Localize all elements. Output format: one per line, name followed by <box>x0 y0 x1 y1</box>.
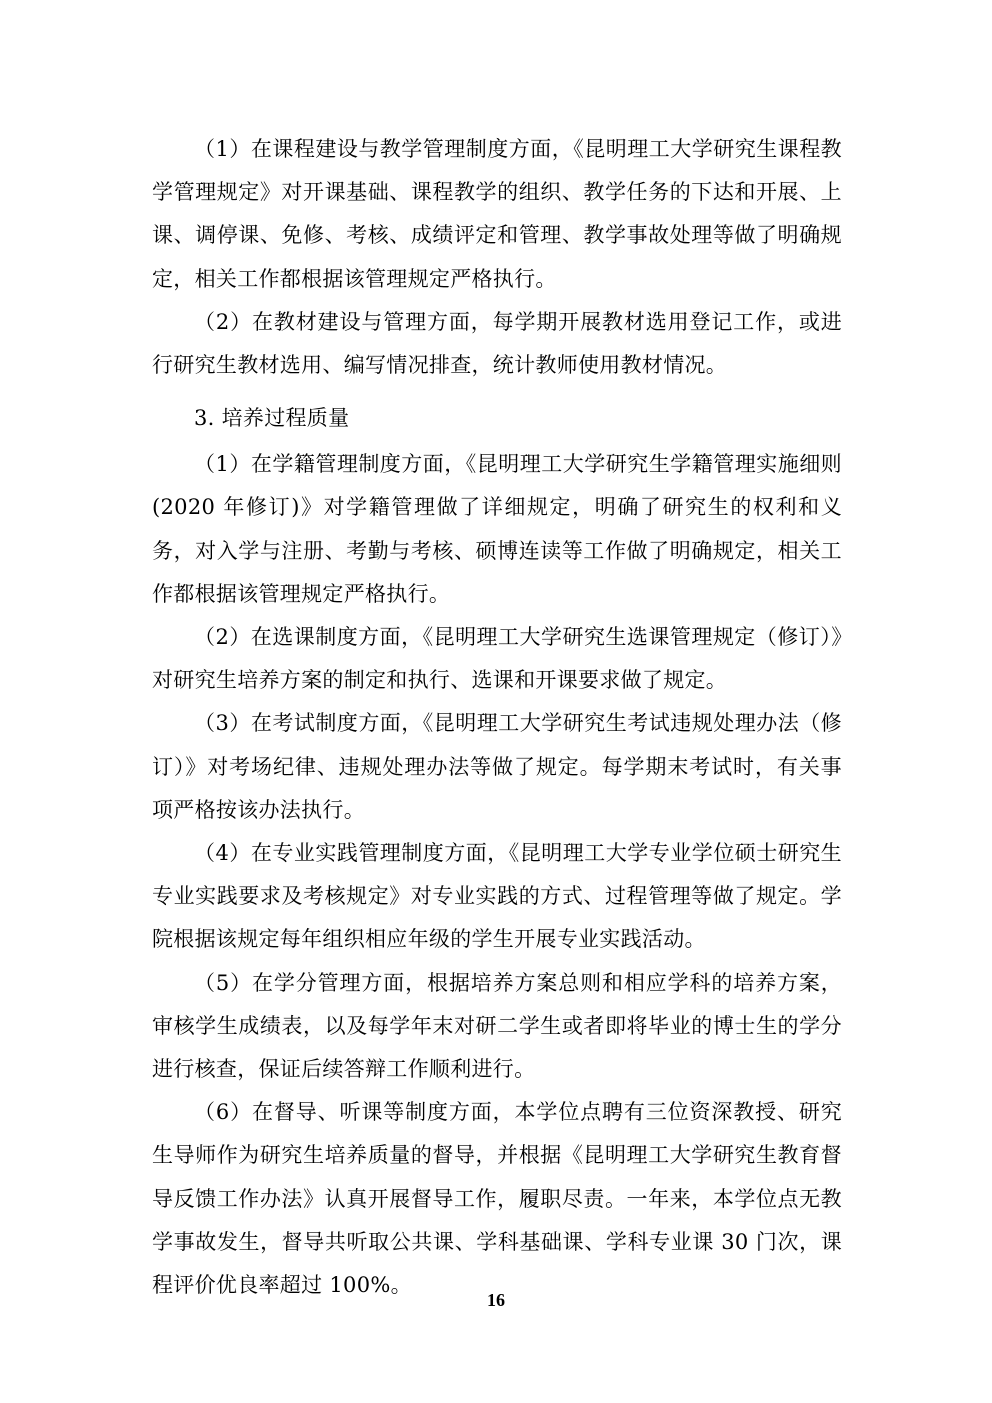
paragraph-professional-practice: （4）在专业实践管理制度方面，《昆明理工大学专业学位硕士研究生专业实践要求及考核规定》对专业实践的方式、过程管理等做了规定。学院根据该规定每年组织相应年级的学生开展专业实践活动。 <box>152 841 842 952</box>
document-body <box>152 128 842 1307</box>
paragraph-supervision: （6）在督导、听课等制度方面，本学位点聘有三位资深教授、研究生导师作为研究生培养质量的督导，并根据《昆明理工大学研究生教育督导反馈工作办法》认真开展督导工作，履职尽责。一年来，本学位点无教学事故发生，督导共听取公共课、学科基础课、学科专业课 30 门次，课程评价优良率超过 100%。 <box>152 1100 842 1298</box>
page-number: 16 <box>487 1290 505 1310</box>
paragraph-student-status: （1）在学籍管理制度方面，《昆明理工大学研究生学籍管理实施细则 (2020 年修订)》对学籍管理做了详细规定，明确了研究生的权利和义务，对入学与注册、考勤与考核、硕博连读等工作做了明确规定，相关工作都根据该管理规定严格执行。 <box>152 452 842 606</box>
paragraph-course-management: （1）在课程建设与教学管理制度方面，《昆明理工大学研究生课程教学管理规定》对开课基础、课程教学的组织、教学任务的下达和开展、上课、调停课、免修、考核、成绩评定和管理、教学事故处理等做了明确规定，相关工作都根据该管理规定严格执行。 <box>152 137 842 291</box>
section-heading-training-quality: 3. 培养过程质量 <box>194 406 350 431</box>
paragraph-textbook-management: （2）在教材建设与管理方面，每学期开展教材选用登记工作，或进行研究生教材选用、编写情况排查，统计教师使用教材情况。 <box>152 309 842 378</box>
paragraph-exam-system: （3）在考试制度方面，《昆明理工大学研究生考试违规处理办法（修订）》对考场纪律、违规处理办法等做了规定。每学期末考试时，有关事项严格按该办法执行。 <box>152 711 842 822</box>
paragraph-course-selection: （2）在选课制度方面，《昆明理工大学研究生选课管理规定（修订）》对研究生培养方案的制定和执行、选课和开课要求做了规定。 <box>152 625 842 693</box>
paragraph-credit-management: （5）在学分管理方面，根据培养方案总则和相应学科的培养方案，审核学生成绩表，以及每学年末对研二学生或者即将毕业的博士生的学分进行核查，保证后续答辩工作顺利进行。 <box>152 970 842 1082</box>
